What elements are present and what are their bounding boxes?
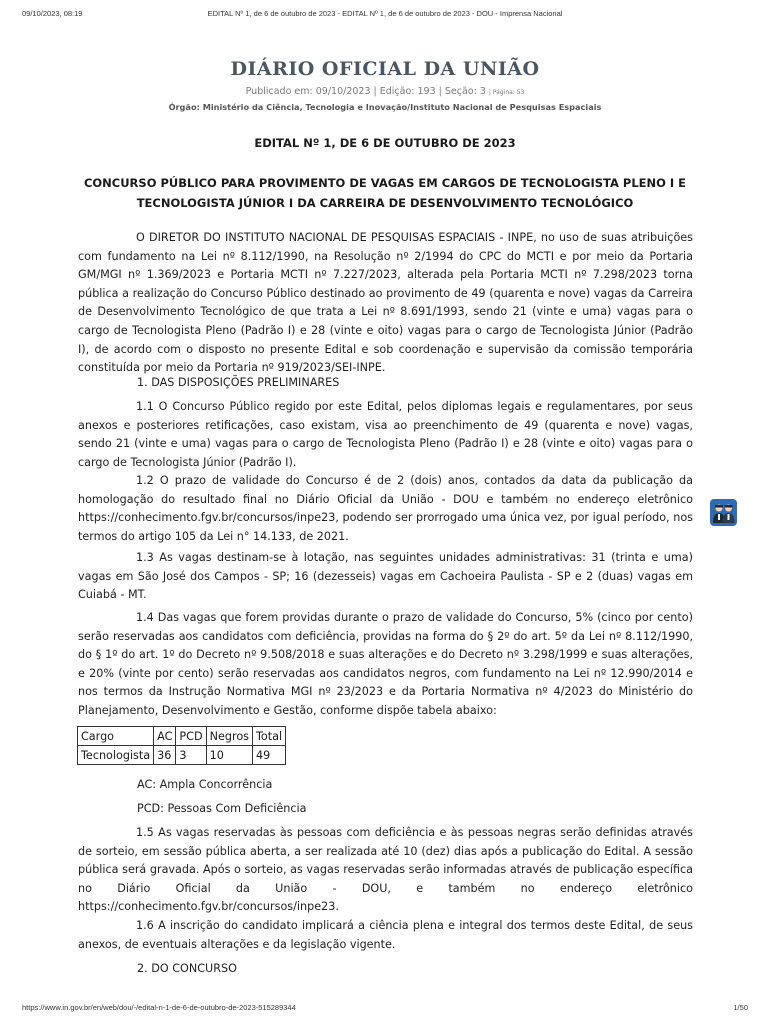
legend-pcd: PCD: Pessoas Com Deficiência — [137, 802, 307, 815]
orgao-line: Órgão: Ministério da Ciência, Tecnologia e Inovação/Instituto Nacional de Pesquisas Espaciais — [168, 102, 602, 112]
paragraph-1-5: 1.5 As vagas reservadas às pessoas com deficiência e às pessoas negras serão definidas através de sorteio, em sessão pública aberta, a ser realizada até 10 (dez) dias após a publicação do Edital. A sessão pública será gravada. Após o sorteio, as vagas reservadas serão informadas através de publicação específica no Diário Oficial da União - DOU, e também no endereço eletrônico https://conhecimento.fgv.br/concursos/inpe23. — [78, 826, 693, 914]
edital-title: EDITAL Nº 1, DE 6 DE OUTUBRO DE 2023 — [254, 136, 516, 150]
table-header-cell: Negros — [206, 727, 252, 746]
table-header-cell: Total — [253, 727, 286, 746]
section-1-heading: 1. DAS DISPOSIÇÕES PRELIMINARES — [137, 376, 340, 389]
vagas-table — [77, 726, 286, 765]
print-datetime: 09/10/2023, 08:19 — [22, 9, 83, 18]
paragraph-1-2: 1.2 O prazo de validade do Concurso é de 2 (dois) anos, contados da data da publicação da homologação do resultado final no Diário Oficial da União - DOU e também no endereço eletrônico https://conhecimento.fgv.br/concursos/inpe23, podendo ser prorrogado uma única vez, por igual período, nos termos do artigo 105 da Lei n° 14.133, de 2021. — [78, 474, 693, 543]
section-2-heading: 2. DO CONCURSO — [137, 962, 237, 975]
table-header-cell: Cargo — [78, 727, 154, 746]
table-cell: 10 — [206, 746, 252, 765]
people-icon — [710, 499, 737, 526]
legend-ac: AC: Ampla Concorrência — [137, 778, 273, 791]
intro-paragraph: O DIRETOR DO INSTITUTO NACIONAL DE PESQUISAS ESPACIAIS - INPE, no uso de suas atribuições com fundamento na Lei nº 8.112/1990, na Resolução nº 2/1994 do CPC do MCTI e por meio da Portaria GM/MGI nº 1.369/2023 e Portaria MCTI nº 7.227/2023, alterada pela Portaria MCTI nº 7.298/2023 torna pública a realização do Concurso Público destinado ao provimento de 49 (quarenta e nove) vagas da Carreira de Desenvolvimento Tecnológico de que trata a Lei nº 8.691/1993, sendo 21 (vinte e uma) vagas para o cargo de Tecnologista Pleno (Padrão I) e 28 (vinte e oito) vagas para o cargo de Tecnologista Júnior (Padrão I), de acordo com o disposto no presente Edital e sob coordenação e supervisão da comissão temporária constituída por meio da Portaria nº 919/2023/SEI-INPE. — [78, 231, 693, 375]
print-page-title: EDITAL Nº 1, de 6 de outubro de 2023 - EDITAL Nº 1, de 6 de outubro de 2023 - DOU - Imprensa Nacional — [207, 9, 563, 18]
paragraph-1-3: 1.3 As vagas destinam-se à lotação, nas seguintes unidades administrativas: 31 (trinta e uma) vagas em São José dos Campos - SP; 16 (dezesseis) vagas em Cachoeira Paulista - SP e 2 (duas) vagas em Cuiabá - MT. — [78, 551, 693, 602]
edital-subtitle: CONCURSO PÚBLICO PARA PROVIMENTO DE VAGAS EM CARGOS DE TECNOLOGISTA PLENO I E TECNOLOGISTA JÚNIOR I DA CARREIRA DE DESENVOLVIMENTO TECNOLÓGICO — [83, 176, 687, 210]
paragraph-1-1: 1.1 O Concurso Público regido por este Edital, pelos diplomas legais e regulamentares, por seus anexos e posteriores retificações, caso existam, visa ao preenchimento de 49 (quarenta e nove) vagas, sendo 21 (vinte e uma) vagas para o cargo de Tecnologista Pleno (Padrão I) e 28 (vinte e oito) vagas para o cargo de Tecnologista Júnior (Padrão I). — [78, 400, 693, 469]
assistant-floating-button[interactable] — [710, 499, 737, 526]
table-header-row — [78, 727, 286, 746]
table-cell: 3 — [176, 746, 206, 765]
table-cell: Tecnologista — [78, 746, 154, 765]
table-cell: 36 — [154, 746, 176, 765]
table-header-cell: PCD — [176, 727, 206, 746]
publication-info — [0, 86, 770, 97]
newspaper-title: DIÁRIO OFICIAL DA UNIÃO — [230, 58, 540, 80]
table-header-cell: AC — [154, 727, 176, 746]
table-cell: 49 — [253, 746, 286, 765]
print-page-counter: 1/50 — [733, 1003, 748, 1012]
print-url: https://www.in.gov.br/en/web/dou/-/edital-n-1-de-6-de-outubro-de-2023-515289344 — [22, 1003, 296, 1012]
table-row — [78, 746, 286, 765]
page-reference: | Página: 53 — [488, 89, 525, 96]
paragraph-1-4: 1.4 Das vagas que forem providas durante o prazo de validade do Concurso, 5% (cinco por cento) serão reservadas aos candidatos com deficiência, providas na forma do § 2º do art. 5º da Lei nº 8.112/1990, do § 1º do art. 1º do Decreto nº 9.508/2018 e suas alterações e do Decreto nº 3.298/1999 e suas alterações, e 20% (vinte por cento) serão reservadas aos candidatos negros, com fundamento na Lei nº 12.990/2014 e nos termos da Instrução Normativa MGI nº 23/2023 e da Portaria Normativa nº 4/2023 do Ministério do Planejamento, Desenvolvimento e Gestão, conforme dispõe tabela abaixo: — [78, 611, 693, 717]
publication-line: Publicado em: 09/10/2023 | Edição: 193 | Seção: 3 — [245, 86, 486, 97]
paragraph-1-6: 1.6 A inscrição do candidato implicará a ciência plena e integral dos termos deste Edital, de seus anexos, de eventuais alterações e da legislação vigente. — [78, 919, 693, 951]
